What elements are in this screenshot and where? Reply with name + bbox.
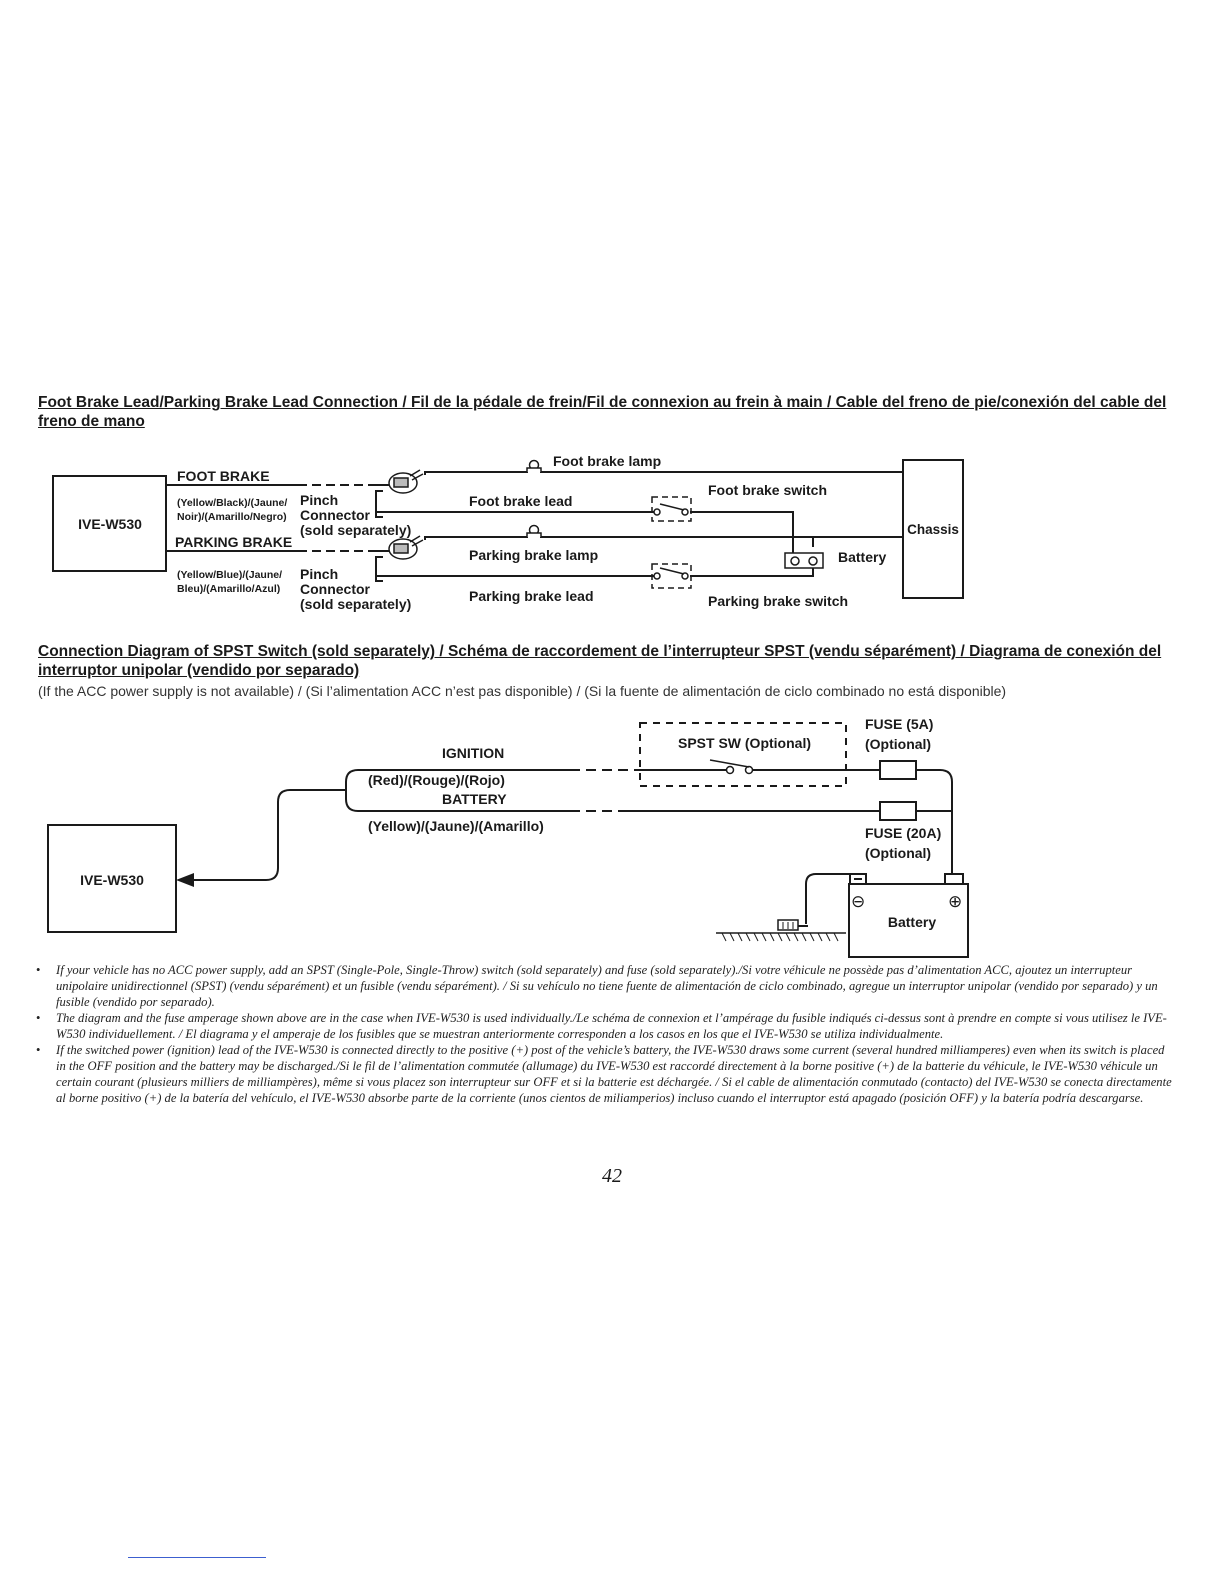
sold-separately-label: (sold separately) — [300, 522, 412, 538]
spst-switch-box — [640, 723, 846, 786]
unit-label: IVE-W530 — [78, 516, 142, 532]
connector-label: Connector — [300, 581, 370, 597]
parking-brake-colors: (Yellow/Blue)/(Jaune/ — [177, 569, 283, 581]
ground-icon — [722, 920, 838, 941]
fuse-icon — [880, 761, 916, 779]
note-item: • If your vehicle has no ACC power supply, add an SPST (Single-Pole, Single-Throw) switch (sold separately) and fuse (sold separately)./Si votre véhicule ne possède pas d’alimentation ACC, ajoutez un interrupteur unipolaire unidirectionnel (SPST) (vendu séparément) et un fusible (vendu séparément). / Si su vehículo no tiene fuente de alimentación de ciclo combinado, agregue un interruptor unipolar (vendido por separado) y un fusible (vendido por separado). — [36, 962, 1176, 1010]
connector-label: Connector — [300, 507, 370, 523]
minus-icon: ⊖ — [851, 892, 866, 911]
battery-icon — [785, 553, 823, 568]
switch-icon — [652, 497, 691, 521]
fuse-5a-label: FUSE (5A) — [865, 716, 934, 732]
pinch-label: Pinch — [300, 492, 339, 508]
chassis-label: Chassis — [907, 522, 959, 537]
parking-brake-colors: Bleu)/(Amarillo/Azul) — [177, 583, 281, 595]
parking-brake-switch-label: Parking brake switch — [708, 593, 849, 609]
pinch-label: Pinch — [300, 566, 339, 582]
lamp-icon — [527, 526, 541, 538]
parking-brake-lamp-label: Parking brake lamp — [469, 547, 599, 563]
pinch-connector-icon — [389, 470, 423, 493]
switch-icon — [652, 564, 691, 588]
arrow-icon — [176, 873, 194, 887]
battery-label: Battery — [838, 549, 887, 565]
fuse-5a-optional: (Optional) — [865, 736, 932, 752]
foot-brake-switch-label: Foot brake switch — [708, 482, 828, 498]
footer-rule — [128, 1557, 266, 1558]
foot-brake-lamp-label: Foot brake lamp — [553, 453, 662, 469]
unit-label: IVE-W530 — [80, 872, 144, 888]
parking-brake-label: PARKING BRAKE — [175, 534, 293, 550]
section-heading-brake-leads: Foot Brake Lead/Parking Brake Lead Connection / Fil de la pédale de frein/Fil de connexion au frein à main / Cable del freno de pie/conexión del cable del freno de mano — [38, 394, 1167, 430]
page-number: 42 — [602, 1165, 622, 1187]
note-item: • The diagram and the fuse amperage shown above are in the case when IVE-W530 is used individually./Le schéma de connexion et l’ampérage du fusible indiqués ci-dessus sont à prendre en compte si vous utilisez le IVE-W530 individuellement. / El diagrama y el amperaje de los fusibles que se muestran anteriormente corresponden a los casos en los que el IVE-W530 se utiliza individualmente. — [36, 1010, 1176, 1042]
battery-wire-label: BATTERY — [442, 791, 507, 807]
parking-brake-lead-label: Parking brake lead — [469, 588, 594, 604]
foot-brake-lead-label: Foot brake lead — [469, 493, 573, 509]
foot-brake-colors: (Yellow/Black)/(Jaune/ — [177, 497, 288, 509]
lamp-icon — [527, 461, 541, 473]
battery-colors: (Yellow)/(Jaune)/(Amarillo) — [368, 818, 544, 834]
pinch-connector-icon — [389, 536, 423, 559]
fuse-20a-optional: (Optional) — [865, 845, 932, 861]
section-subtitle: (If the ACC power supply is not available) / (Si l’alimentation ACC n’est pas disponible) / (Si la fuente de alimentación de ciclo combinado no está disponible) — [38, 683, 1007, 699]
foot-brake-label: FOOT BRAKE — [177, 468, 270, 484]
ignition-colors: (Red)/(Rouge)/(Rojo) — [368, 772, 505, 788]
foot-brake-colors: Noir)/(Amarillo/Negro) — [177, 511, 287, 523]
battery-label: Battery — [887, 914, 937, 930]
fuse-icon — [880, 802, 916, 820]
plus-icon: ⊕ — [948, 892, 963, 911]
section-heading-spst: Connection Diagram of SPST Switch (sold separately) / Schéma de raccordement de l’interrupteur SPST (vendu séparément) / Diagrama de conexión del interruptor unipolar (vendido por separado) — [38, 643, 1162, 679]
spst-diagram — [0, 712, 1224, 962]
spst-label: SPST SW (Optional) — [678, 735, 811, 751]
brake-lead-diagram — [0, 440, 1224, 620]
note-item: • If the switched power (ignition) lead of the IVE-W530 is connected directly to the positive (+) post of the vehicle’s battery, the IVE-W530 draws some current (several hundred milliamperes) even when its switch is placed in the OFF position and the battery may be discharged./Si le fil de l’alimentation commutée (allumage) du IVE-W530 est raccordé directement à la borne positive (+) de la batterie du véhicule, le IVE-W530 véhicule un certain courant (plusieurs milliers de milliampères), même si vous placez son interrupteur sur OFF et si la batterie est déchargée. / Si el cable de alimentación conmutado (contacto) del IVE-W530 se conecta directamente al borne positivo (+) de la batería del vehículo, el IVE-W530 absorbe parte de la corriente (unos cientos de miliamperios) incluso cuando el interruptor está apagado (posición OFF) y la batería podría descargarse. — [36, 1042, 1176, 1106]
notes-list — [36, 962, 1176, 1106]
ignition-label: IGNITION — [442, 745, 505, 761]
sold-separately-label: (sold separately) — [300, 596, 412, 612]
fuse-20a-label: FUSE (20A) — [865, 825, 942, 841]
switch-icon — [710, 760, 753, 774]
